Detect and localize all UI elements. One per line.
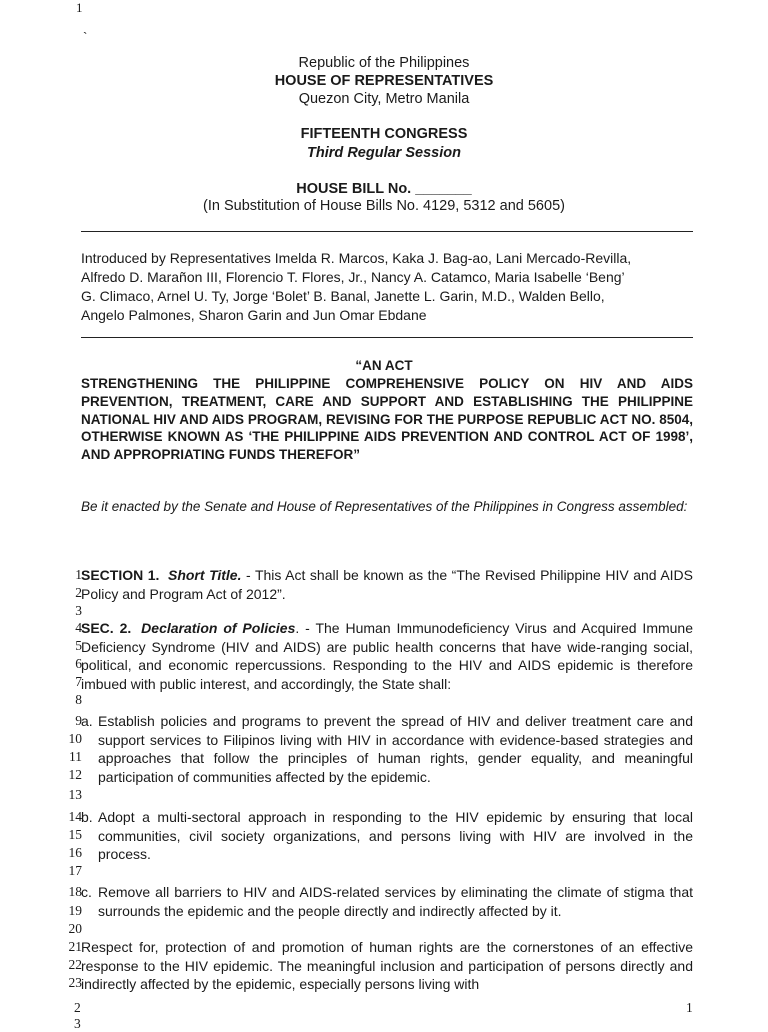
line-number: 17 xyxy=(68,863,82,878)
policy-item-c xyxy=(81,883,693,920)
act-title: STRENGTHENING THE PHILIPPINE COMPREHENSIVE POLICY ON HIV AND AIDS PREVENTION, TREATMENT, CARE AND SUPPORT AND ESTABLISHING THE PHILIPPINE NATIONAL HIV AND AIDS PROGRAM, REVISING FOR THE PURPOSE REPUBLIC ACT NO. 8504, OTHERWISE KNOWN AS ‘THE PHILIPPINE AIDS PREVENTION AND CONTROL ACT OF 1998’, AND APPROPRIATING FUNDS THEREFOR” xyxy=(81,376,693,463)
line-number: 9 xyxy=(75,713,82,728)
section-2-text: . - The Human Immunodeficiency Virus and Acquired Immune Deficiency Syndrome (HIV and AIDS) are public health concerns that have wide-ranging social, political, and economic repercussions. Responding to the HIV and AIDS epidemic is therefore imbued with public interest, and accordingly, the State shall: xyxy=(81,620,693,692)
policy-item-a xyxy=(81,712,693,786)
line-number: 4 xyxy=(75,620,82,635)
section-1-text: - This Act shall be known as the “The Revised Philippine HIV and AIDS Policy and Program Act of 2012”. xyxy=(81,567,694,602)
congress-line: FIFTEENTH CONGRESS xyxy=(300,126,468,142)
line-number: 11 xyxy=(69,749,82,764)
section-1 xyxy=(81,566,693,603)
section-1-title: Short Title. xyxy=(167,567,242,583)
introduced-line: Angelo Palmones, Sharon Garin and Jun Omar Ebdane xyxy=(81,307,427,323)
section-1-label: SECTION 1. xyxy=(81,567,160,583)
introduced-line: G. Climaco, Arnel U. Ty, Jorge ‘Bolet’ B. Banal, Janette L. Garin, M.D., Walden Bello, xyxy=(81,288,605,304)
line-number: 12 xyxy=(68,767,82,782)
line-number: 14 xyxy=(68,809,82,824)
policy-item-b xyxy=(81,808,693,864)
line-number: 18 xyxy=(68,884,82,899)
act-heading: “AN ACT xyxy=(355,358,413,373)
closing-paragraph: Respect for, protection of and promotion of human rights are the cornerstones of an effective response to the HIV epidemic. The meaningful inclusion and participation of persons directly and indirectly affected by the epidemic, especially persons living with xyxy=(81,939,693,993)
introduced-by xyxy=(81,249,693,325)
line-number: 2 xyxy=(75,585,82,600)
session-line: Third Regular Session xyxy=(307,145,461,161)
top-page-number: 1 xyxy=(76,0,83,15)
line-number: 22 xyxy=(68,957,82,972)
bill-number: HOUSE BILL No. _______ xyxy=(296,181,472,197)
line-number: 15 xyxy=(68,827,82,842)
line-number: 7 xyxy=(75,674,82,689)
item-label: b. xyxy=(81,809,93,825)
section-2 xyxy=(81,619,693,693)
item-text: Establish policies and programs to prevent the spread of HIV and deliver treatment care and support services to Filipinos living with HIV in accordance with evidence-based strategies and approaches that follow the principles of human rights, gender equality, and meaningful participation of communities affected by the epidemic. xyxy=(98,713,693,785)
footer-left-number: 2 xyxy=(74,1000,81,1015)
section-2-title: Declaration of Policies xyxy=(141,620,296,636)
house-line: HOUSE OF REPRESENTATIVES xyxy=(274,73,494,89)
section-2-label: SEC. 2. xyxy=(81,620,132,636)
line-number: 16 xyxy=(68,845,82,860)
item-text: Adopt a multi-sectoral approach in responding to the HIV epidemic by ensuring that local communities, civil society organizations, and persons living with HIV are involved in the process. xyxy=(98,809,693,863)
republic-line: Republic of the Philippines xyxy=(298,55,470,71)
item-text: Remove all barriers to HIV and AIDS-related services by eliminating the climate of stigma that surrounds the epidemic and the people directly and indirectly affected by it. xyxy=(98,884,693,919)
footer-page-number: 1 xyxy=(686,1000,693,1015)
city-line: Quezon City, Metro Manila xyxy=(298,91,470,107)
line-number: 19 xyxy=(68,903,82,918)
line-number: 21 xyxy=(68,939,82,954)
introduced-line: Introduced by Representatives Imelda R. Marcos, Kaka J. Bag-ao, Lani Mercado-Revilla, xyxy=(81,250,632,266)
line-number: 8 xyxy=(75,692,82,707)
item-label: a. xyxy=(81,713,93,729)
stray-mark: ` xyxy=(83,29,88,44)
line-number: 5 xyxy=(75,638,82,653)
line-number: 23 xyxy=(68,975,82,990)
enacting-clause: Be it enacted by the Senate and House of Representatives of the Philippines in Congress assembled: xyxy=(81,499,688,514)
line-number: 3 xyxy=(75,603,82,618)
item-label: c. xyxy=(81,884,92,900)
divider-bottom xyxy=(81,337,693,338)
line-number: 1 xyxy=(75,567,82,582)
line-number: 6 xyxy=(75,656,82,671)
line-number: 13 xyxy=(68,787,82,802)
line-number: 10 xyxy=(68,731,82,746)
introduced-line: Alfredo D. Marañon III, Florencio T. Flores, Jr., Nancy A. Catamco, Maria Isabelle ‘Beng’ xyxy=(81,269,625,285)
substitution-line: (In Substitution of House Bills No. 4129, 5312 and 5605) xyxy=(203,198,565,214)
footer-clipped-number: 3 xyxy=(74,1016,81,1031)
line-number: 20 xyxy=(68,921,82,936)
divider-top xyxy=(81,231,693,232)
